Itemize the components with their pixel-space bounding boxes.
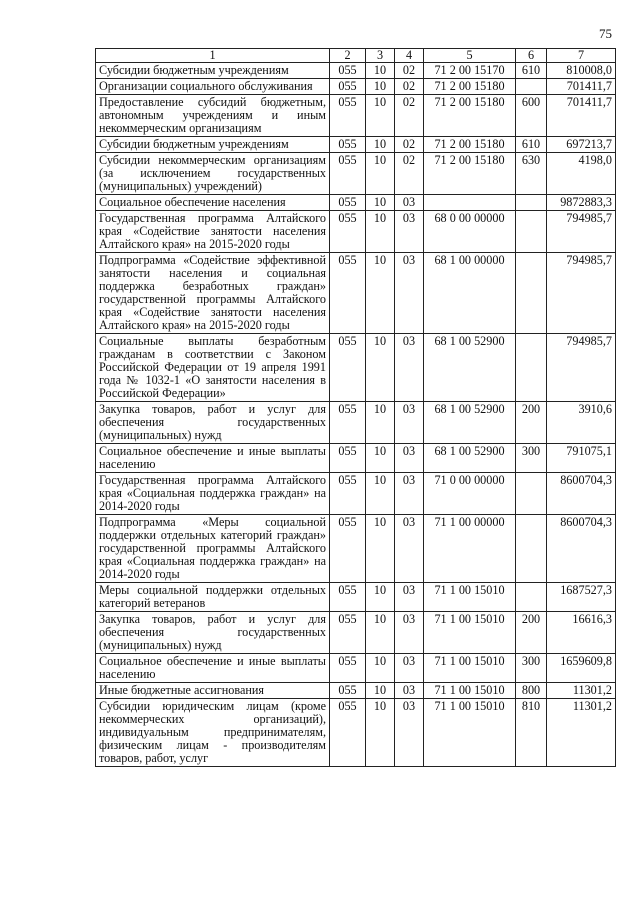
row-c3-cell: 10 bbox=[366, 79, 395, 95]
row-c6-cell bbox=[516, 473, 547, 515]
row-c2-cell: 055 bbox=[330, 63, 366, 79]
row-c7-cell: 810008,0 bbox=[547, 63, 616, 79]
row-c3-cell: 10 bbox=[366, 95, 395, 137]
budget-table bbox=[95, 48, 616, 767]
row-c7-cell: 9872883,3 bbox=[547, 195, 616, 211]
row-c4-cell: 03 bbox=[395, 253, 424, 334]
row-name-cell: Иные бюджетные ассигнования bbox=[96, 683, 330, 699]
row-c4-cell: 03 bbox=[395, 211, 424, 253]
table-row bbox=[96, 137, 616, 153]
row-c5-cell: 71 1 00 15010 bbox=[424, 654, 516, 683]
row-name-cell: Социальные выплаты безработным гражданам в соответствии с Законом Российской Федерации от 19 апреля 1991 года № 1032-1 «О занятости населения в Российской Федерации» bbox=[96, 334, 330, 402]
row-c2-cell: 055 bbox=[330, 515, 366, 583]
row-c3-cell: 10 bbox=[366, 654, 395, 683]
row-name-cell: Меры социальной поддержки отдельных категорий ветеранов bbox=[96, 583, 330, 612]
row-c3-cell: 10 bbox=[366, 253, 395, 334]
table-row bbox=[96, 515, 616, 583]
column-header: 4 bbox=[395, 49, 424, 63]
row-c7-cell: 794985,7 bbox=[547, 334, 616, 402]
row-c6-cell: 810 bbox=[516, 699, 547, 767]
row-name-cell: Подпрограмма «Содействие эффективной занятости населения и социальная поддержка безработных граждан» государственной программы Алтайского края «Содействие занятости населения Алтайского края» на 2015-2020 годы bbox=[96, 253, 330, 334]
row-c2-cell: 055 bbox=[330, 95, 366, 137]
row-c4-cell: 02 bbox=[395, 63, 424, 79]
row-c4-cell: 02 bbox=[395, 137, 424, 153]
row-c3-cell: 10 bbox=[366, 699, 395, 767]
column-header: 3 bbox=[366, 49, 395, 63]
row-c6-cell: 630 bbox=[516, 153, 547, 195]
row-name-cell: Субсидии бюджетным учреждениям bbox=[96, 63, 330, 79]
row-c4-cell: 03 bbox=[395, 515, 424, 583]
row-c5-cell: 71 2 00 15180 bbox=[424, 95, 516, 137]
row-c7-cell: 701411,7 bbox=[547, 95, 616, 137]
row-c4-cell: 02 bbox=[395, 79, 424, 95]
column-header: 5 bbox=[424, 49, 516, 63]
row-c5-cell: 71 1 00 00000 bbox=[424, 515, 516, 583]
row-c3-cell: 10 bbox=[366, 63, 395, 79]
table-row bbox=[96, 195, 616, 211]
row-c2-cell: 055 bbox=[330, 473, 366, 515]
row-c7-cell: 11301,2 bbox=[547, 683, 616, 699]
row-c4-cell: 03 bbox=[395, 473, 424, 515]
row-c2-cell: 055 bbox=[330, 612, 366, 654]
row-c5-cell: 71 1 00 15010 bbox=[424, 612, 516, 654]
row-c7-cell: 11301,2 bbox=[547, 699, 616, 767]
row-c4-cell: 03 bbox=[395, 334, 424, 402]
row-c5-cell: 71 2 00 15180 bbox=[424, 79, 516, 95]
row-c4-cell: 02 bbox=[395, 153, 424, 195]
table-row bbox=[96, 402, 616, 444]
row-c6-cell bbox=[516, 211, 547, 253]
row-c5-cell: 71 1 00 15010 bbox=[424, 683, 516, 699]
table-row bbox=[96, 473, 616, 515]
table-row bbox=[96, 211, 616, 253]
column-header: 1 bbox=[96, 49, 330, 63]
row-c6-cell: 300 bbox=[516, 444, 547, 473]
row-c7-cell: 4198,0 bbox=[547, 153, 616, 195]
row-c5-cell: 68 0 00 00000 bbox=[424, 211, 516, 253]
row-c2-cell: 055 bbox=[330, 402, 366, 444]
table-row bbox=[96, 444, 616, 473]
row-c5-cell: 71 0 00 00000 bbox=[424, 473, 516, 515]
row-c2-cell: 055 bbox=[330, 137, 366, 153]
row-c2-cell: 055 bbox=[330, 654, 366, 683]
row-c3-cell: 10 bbox=[366, 137, 395, 153]
row-c7-cell: 1687527,3 bbox=[547, 583, 616, 612]
row-c6-cell bbox=[516, 515, 547, 583]
row-c3-cell: 10 bbox=[366, 153, 395, 195]
row-name-cell: Государственная программа Алтайского края «Содействие занятости населения Алтайского края» на 2015-2020 годы bbox=[96, 211, 330, 253]
row-c2-cell: 055 bbox=[330, 211, 366, 253]
table-row bbox=[96, 79, 616, 95]
row-c6-cell bbox=[516, 334, 547, 402]
row-name-cell: Подпрограмма «Меры социальной поддержки отдельных категорий граждан» государственной программы Алтайского края «Социальная поддержка граждан» на 2014-2020 годы bbox=[96, 515, 330, 583]
row-c3-cell: 10 bbox=[366, 473, 395, 515]
row-c2-cell: 055 bbox=[330, 683, 366, 699]
row-c3-cell: 10 bbox=[366, 683, 395, 699]
table-row bbox=[96, 63, 616, 79]
row-c5-cell: 68 1 00 00000 bbox=[424, 253, 516, 334]
row-c5-cell: 71 2 00 15180 bbox=[424, 153, 516, 195]
row-name-cell: Субсидии некоммерческим организациям (за исключением государственных (муниципальных) учреждений) bbox=[96, 153, 330, 195]
table-row bbox=[96, 654, 616, 683]
row-c4-cell: 03 bbox=[395, 444, 424, 473]
row-name-cell: Социальное обеспечение и иные выплаты населению bbox=[96, 654, 330, 683]
row-c2-cell: 055 bbox=[330, 334, 366, 402]
column-header: 2 bbox=[330, 49, 366, 63]
row-c3-cell: 10 bbox=[366, 195, 395, 211]
row-c7-cell: 16616,3 bbox=[547, 612, 616, 654]
row-c3-cell: 10 bbox=[366, 402, 395, 444]
row-c6-cell: 200 bbox=[516, 612, 547, 654]
row-c6-cell: 300 bbox=[516, 654, 547, 683]
table-row bbox=[96, 253, 616, 334]
table-row bbox=[96, 153, 616, 195]
row-c7-cell: 701411,7 bbox=[547, 79, 616, 95]
row-c4-cell: 03 bbox=[395, 195, 424, 211]
row-c7-cell: 791075,1 bbox=[547, 444, 616, 473]
table-row bbox=[96, 612, 616, 654]
table-row bbox=[96, 334, 616, 402]
row-c2-cell: 055 bbox=[330, 699, 366, 767]
column-header: 6 bbox=[516, 49, 547, 63]
row-c5-cell: 68 1 00 52900 bbox=[424, 402, 516, 444]
row-name-cell: Закупка товаров, работ и услуг для обеспечения государственных (муниципальных) нужд bbox=[96, 402, 330, 444]
row-c5-cell: 71 2 00 15170 bbox=[424, 63, 516, 79]
row-c3-cell: 10 bbox=[366, 211, 395, 253]
row-name-cell: Субсидии юридическим лицам (кроме некоммерческих организаций), индивидуальным предпринимателям, физическим лицам - производителям товаров, работ, услуг bbox=[96, 699, 330, 767]
row-c6-cell bbox=[516, 195, 547, 211]
page-number: 75 bbox=[599, 26, 612, 41]
row-c7-cell: 697213,7 bbox=[547, 137, 616, 153]
row-c5-cell: 71 1 00 15010 bbox=[424, 583, 516, 612]
row-c5-cell: 68 1 00 52900 bbox=[424, 334, 516, 402]
row-c7-cell: 8600704,3 bbox=[547, 515, 616, 583]
row-name-cell: Предоставление субсидий бюджетным, автономным учреждениям и иным некоммерческим организациям bbox=[96, 95, 330, 137]
row-c7-cell: 1659609,8 bbox=[547, 654, 616, 683]
row-name-cell: Социальное обеспечение и иные выплаты населению bbox=[96, 444, 330, 473]
row-c6-cell: 200 bbox=[516, 402, 547, 444]
row-c7-cell: 3910,6 bbox=[547, 402, 616, 444]
row-c4-cell: 03 bbox=[395, 699, 424, 767]
row-c4-cell: 02 bbox=[395, 95, 424, 137]
table-row bbox=[96, 95, 616, 137]
row-c5-cell: 68 1 00 52900 bbox=[424, 444, 516, 473]
row-name-cell: Субсидии бюджетным учреждениям bbox=[96, 137, 330, 153]
row-c6-cell: 600 bbox=[516, 95, 547, 137]
table-row bbox=[96, 683, 616, 699]
row-name-cell: Закупка товаров, работ и услуг для обеспечения государственных (муниципальных) нужд bbox=[96, 612, 330, 654]
row-c2-cell: 055 bbox=[330, 195, 366, 211]
row-c6-cell: 610 bbox=[516, 137, 547, 153]
row-c3-cell: 10 bbox=[366, 612, 395, 654]
row-name-cell: Государственная программа Алтайского края «Социальная поддержка граждан» на 2014-2020 годы bbox=[96, 473, 330, 515]
row-c7-cell: 794985,7 bbox=[547, 211, 616, 253]
row-c3-cell: 10 bbox=[366, 515, 395, 583]
table-row bbox=[96, 583, 616, 612]
row-c5-cell bbox=[424, 195, 516, 211]
row-c3-cell: 10 bbox=[366, 583, 395, 612]
row-name-cell: Организации социального обслуживания bbox=[96, 79, 330, 95]
row-c3-cell: 10 bbox=[366, 334, 395, 402]
row-c4-cell: 03 bbox=[395, 583, 424, 612]
row-c4-cell: 03 bbox=[395, 612, 424, 654]
row-c7-cell: 794985,7 bbox=[547, 253, 616, 334]
row-c6-cell bbox=[516, 79, 547, 95]
row-c7-cell: 8600704,3 bbox=[547, 473, 616, 515]
row-name-cell: Социальное обеспечение населения bbox=[96, 195, 330, 211]
row-c2-cell: 055 bbox=[330, 79, 366, 95]
row-c2-cell: 055 bbox=[330, 153, 366, 195]
row-c2-cell: 055 bbox=[330, 444, 366, 473]
row-c5-cell: 71 1 00 15010 bbox=[424, 699, 516, 767]
row-c2-cell: 055 bbox=[330, 583, 366, 612]
column-header: 7 bbox=[547, 49, 616, 63]
row-c6-cell: 610 bbox=[516, 63, 547, 79]
row-c4-cell: 03 bbox=[395, 402, 424, 444]
row-c5-cell: 71 2 00 15180 bbox=[424, 137, 516, 153]
row-c2-cell: 055 bbox=[330, 253, 366, 334]
row-c6-cell bbox=[516, 583, 547, 612]
row-c4-cell: 03 bbox=[395, 683, 424, 699]
table-row bbox=[96, 699, 616, 767]
row-c6-cell: 800 bbox=[516, 683, 547, 699]
row-c4-cell: 03 bbox=[395, 654, 424, 683]
header-row bbox=[96, 49, 616, 63]
row-c6-cell bbox=[516, 253, 547, 334]
row-c3-cell: 10 bbox=[366, 444, 395, 473]
